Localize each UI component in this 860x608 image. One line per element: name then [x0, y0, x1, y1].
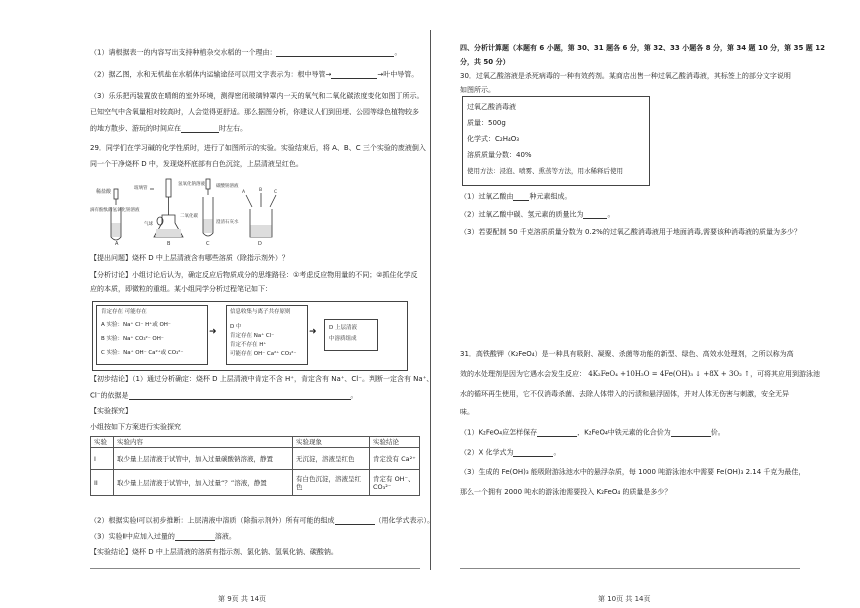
notes-mid-possible: 可能存在 OH⁻ Ca²⁺ CO₃²⁻ — [230, 351, 297, 357]
label-phenol-naoh: 滴有酚酞的氢氧化钠溶液 — [90, 208, 140, 213]
q28-3-end: 时左右。 — [219, 124, 247, 133]
label-mass: 质量：500g — [467, 119, 506, 127]
q31-line3: 水的循环再生使用，它不仅消毒杀菌、去除人体带入的污渍和悬浮固体，并对人体无伤害与刺激，安全无异 — [460, 390, 789, 398]
table-cell: II — [91, 470, 114, 496]
label-a: A — [115, 241, 119, 247]
page-number: 第 10页 共 14页 — [598, 595, 651, 604]
footer-divider — [90, 568, 420, 569]
q30-2-end: 。 — [607, 210, 615, 219]
discussion-line1: 【分析讨论】小组讨论后认为，确定反应后物质成分的思维路径：①考虑反应物用量的不同；②抓住化学反 — [90, 271, 418, 279]
label-d: D — [258, 241, 262, 247]
q30-3: （3）若要配制 50 千克溶质质量分数为 0.2%的过氧乙酸消毒液用于地面消毒,需要该种消毒液的质量为多少？ — [460, 228, 802, 236]
notes-mid-certain: 肯定存在 Na⁺ Cl⁻ — [230, 333, 275, 339]
q31-2-text: （2）X 化学式为 — [460, 448, 514, 457]
product-label — [462, 96, 650, 186]
label-concentration: 溶质质量分数：40% — [467, 151, 532, 159]
prelim-text: Cl⁻的依据是 — [90, 391, 129, 400]
q28-1-text: （1）请根据表一的内容写出支持种植杂交水稻的一个理由： — [90, 48, 277, 57]
answer-blank[interactable] — [276, 48, 394, 57]
table-cell: 肯定没有 Ca²⁺ — [370, 448, 420, 470]
q29-3-text: （3）实验Ⅱ中应加入过量的 — [90, 532, 175, 541]
q30-2-text: （2）过氧乙酸中碳、氢元素的质量比为 — [460, 210, 584, 219]
q28-3-line1: （3）乐乐把丙装置放在晴朗的室外环境，测得密闭玻璃钟罩内一天的氧气和二氧化碳浓度变化如图丁所示。 — [90, 92, 424, 100]
label-b: B — [167, 241, 171, 247]
page-10 — [430, 0, 860, 608]
label-balloon: 气球 — [144, 222, 153, 227]
footer-divider — [460, 568, 800, 569]
label-name: 过氧乙酸消毒液 — [467, 103, 516, 111]
q29-line1: 29．同学们在学习碱的化学性质时，进行了如图所示的实验。实验结束后，将 A、B、C 三个实验的废液倒入 — [90, 144, 426, 152]
q31-1 — [460, 428, 725, 437]
q29-2-text: （2）根据实验Ⅰ可以初步推断：上层清液中溶质（除指示剂外）所有可能的组成 — [90, 516, 335, 525]
label-c: C — [206, 241, 210, 247]
table-header: 实验内容 — [114, 437, 293, 448]
label-hcl: 稀盐酸 — [96, 189, 112, 195]
table-header: 实验 — [91, 437, 114, 448]
answer-blank[interactable] — [175, 532, 215, 541]
q31-2-end: 。 — [553, 448, 561, 457]
label-glass-tube: 玻璃管 — [134, 186, 148, 191]
table-header-row — [91, 437, 420, 448]
label-na2co3: 碳酸钠溶液 — [216, 184, 239, 189]
q30-1-end: 种元素组成。 — [529, 192, 572, 201]
table-cell: 无沉淀，溶液呈红色 — [293, 448, 370, 470]
notes-right-box — [324, 319, 378, 351]
page-number: 第 9页 共 14页 — [218, 595, 267, 604]
notes-left-b: B 实验：Na⁺ CO₃²⁻ OH⁻ — [101, 336, 164, 342]
answer-blank[interactable] — [331, 70, 377, 79]
answer-blank[interactable] — [129, 391, 351, 400]
q31-reaction-post: ，可将其应用到游泳池 — [750, 370, 821, 378]
q28-3-line2: 已知空气中含氧量相对较高时，人会觉得更舒适。那么据图分析，你建议人们到田埂、公园等绿色植物较多 — [90, 108, 419, 116]
q31-line1: 31．高铁酸钾（K₂FeO₄）是一种具有吸附、凝聚、杀菌等功能的新型、绿色、高效水处理剂，之所以称为高 — [460, 350, 794, 358]
q28-2 — [90, 70, 418, 79]
q31-2 — [460, 448, 560, 457]
label-a-small: A — [242, 190, 246, 195]
arrow-icon: ➜ — [209, 327, 217, 337]
notes-right-line2: 中溶质组成 — [329, 336, 357, 342]
answer-blank[interactable] — [513, 192, 529, 201]
q29-2 — [90, 516, 434, 525]
label-formula: 化学式：C₂H₄O₃ — [467, 135, 520, 143]
raise-question: 【提出问题】烧杯 D 中上层清液含有哪些溶质（除指示剂外）？ — [90, 254, 289, 262]
table-row — [91, 448, 420, 470]
notes-right-line1: D 上层清液 — [329, 325, 357, 331]
label-limewater: 澄清石灰水 — [216, 220, 239, 225]
label-naoh: 氢氧化钠溶液 — [178, 182, 205, 187]
q31-3-line1: （3）生成的 Fe(OH)₃ 能吸附游泳池水中的悬浮杂质，每 1000 吨游泳池水中需要 Fe(OH)₃ 2.14 千克为最佳， — [460, 468, 806, 476]
q31-reaction-intro: 效的水处理剂是因为它遇水会发生反应： — [460, 370, 586, 378]
exp-title: 【实验探究】 — [90, 407, 132, 415]
notes-mid-title: 信息收集与离子共存原则 — [230, 309, 291, 315]
q28-3-text: 的地方散步、游玩的时间应在 — [90, 124, 181, 133]
table-cell: 取少量上层清液于试管中，加入过量“？”溶液，静置 — [114, 470, 293, 496]
table-header: 实验结论 — [370, 437, 420, 448]
label-co2: 二氧化碳 — [180, 214, 198, 219]
q30-1 — [460, 192, 571, 201]
experiment-table — [90, 436, 420, 496]
notes-mid-absent: 肯定不存在 H⁺ — [230, 342, 267, 348]
answer-blank[interactable] — [335, 516, 375, 525]
q28-1 — [90, 48, 401, 57]
apparatus-b — [150, 179, 183, 237]
label-b-small: B — [259, 188, 263, 193]
table-row — [91, 470, 420, 496]
q31-1-end: 价。 — [710, 428, 725, 437]
section-title-line1: 四、分析计算题（本题有 6 小题，第 30、31 题各 6 分，第 32、33 小题各 8 分，第 34 题 10 分，第 35 题 12 — [460, 44, 825, 52]
notes-mid-d: D 中 — [230, 324, 242, 330]
discussion-line2: 应的本质，即微粒的重组。某小组同学分析过程笔记如下： — [90, 285, 272, 293]
answer-blank[interactable] — [671, 428, 711, 437]
q31-line2 — [460, 370, 820, 379]
notes-left-head: 肯定存在 可能存在 — [101, 309, 147, 315]
q30-2 — [460, 210, 614, 219]
q30-1-text: （1）过氧乙酸由 — [460, 192, 514, 201]
q29-3-end: 溶液。 — [214, 532, 236, 541]
notes-mid-box — [226, 305, 308, 365]
q28-3-line3 — [90, 124, 247, 133]
q29-3 — [90, 532, 236, 541]
section-title-line2: 分，共 50 分） — [460, 58, 510, 66]
q28-1-end: 。 — [394, 48, 402, 57]
q30-line1: 30．过氧乙酸溶液是杀死病毒的一种有效药剂。某商店出售一种过氧乙酸消毒液，其标签上的部分文字说明 — [460, 72, 791, 80]
q29-line2: 同一个干净烧杯 D 中，发现烧杯底部有白色沉淀，上层清液呈红色。 — [90, 160, 303, 168]
q29-2-end: （用化学式表示）。 — [374, 516, 435, 525]
label-usage: 使用方法：浸泡、喷雾、熏蒸等方法，用水稀释后使用 — [467, 167, 623, 175]
q31-1-mid: ，K₂FeO₄中铁元素的化合价为 — [577, 428, 671, 437]
answer-blank[interactable] — [513, 448, 553, 457]
table-cell: I — [91, 448, 114, 470]
q31-line4: 味。 — [460, 408, 474, 416]
notes-left-c: C 实验：Na⁺ OH⁻ Ca²⁺或 CO₃²⁻ — [101, 350, 184, 356]
apparatus-d — [246, 193, 276, 237]
apparatus-figure — [90, 175, 280, 247]
q31-1-text: （1）K₂FeO₄应怎样保存 — [460, 428, 538, 437]
q28-2-text: （2）据乙图，水和无机盐在水稻体内运输途径可以用文字表示为：根中导管→ — [90, 70, 332, 79]
q30-line2: 如图所示。 — [460, 86, 495, 94]
exp-conclusion: 【实验结论】烧杯 D 中上层清液的溶质有指示剂、氯化钠、氢氧化钠、碳酸钠。 — [90, 548, 338, 556]
answer-blank[interactable] — [181, 124, 219, 133]
prelim-end: 。 — [350, 391, 358, 400]
table-cell: 取少量上层清液于试管中，加入过量碳酸钠溶液，静置 — [114, 448, 293, 470]
table-header: 实验现象 — [293, 437, 370, 448]
prelim-line2 — [90, 391, 358, 400]
table-cell: 有白色沉淀，溶液呈红色 — [293, 470, 370, 496]
exp-intro: 小组按如下方案进行实验探究 — [90, 423, 181, 431]
prelim-line1: 【初步结论】（1）通过分析确定：烧杯 D 上层清液中肯定不含 H⁺，肯定含有 Na⁺、Cl⁻。判断一定含有 Na⁺、 — [90, 375, 434, 383]
q31-equation: 4K₂FeO₄ +10H₂O = 4Fe(OH)₃ ↓ +8X + 3O₂ ↑ — [588, 370, 751, 378]
table-cell: 肯定有 OH⁻、CO₃²⁻ — [370, 470, 420, 496]
answer-blank[interactable] — [583, 210, 607, 219]
notes-left-box — [96, 305, 208, 365]
apparatus-a — [111, 189, 121, 240]
q28-2-end: →叶中导管。 — [377, 70, 419, 79]
apparatus-c — [203, 179, 213, 236]
answer-blank[interactable] — [537, 428, 577, 437]
arrow-icon: ➜ — [309, 327, 317, 337]
notes-left-a: A 实验：Na⁺ Cl⁻ H⁺或 OH⁻ — [101, 322, 171, 328]
q31-3-line2: 那么一个拥有 2000 吨水的游泳池需要投入 K₂FeO₄ 的质量是多少？ — [460, 488, 672, 496]
label-c-small: C — [274, 190, 278, 195]
